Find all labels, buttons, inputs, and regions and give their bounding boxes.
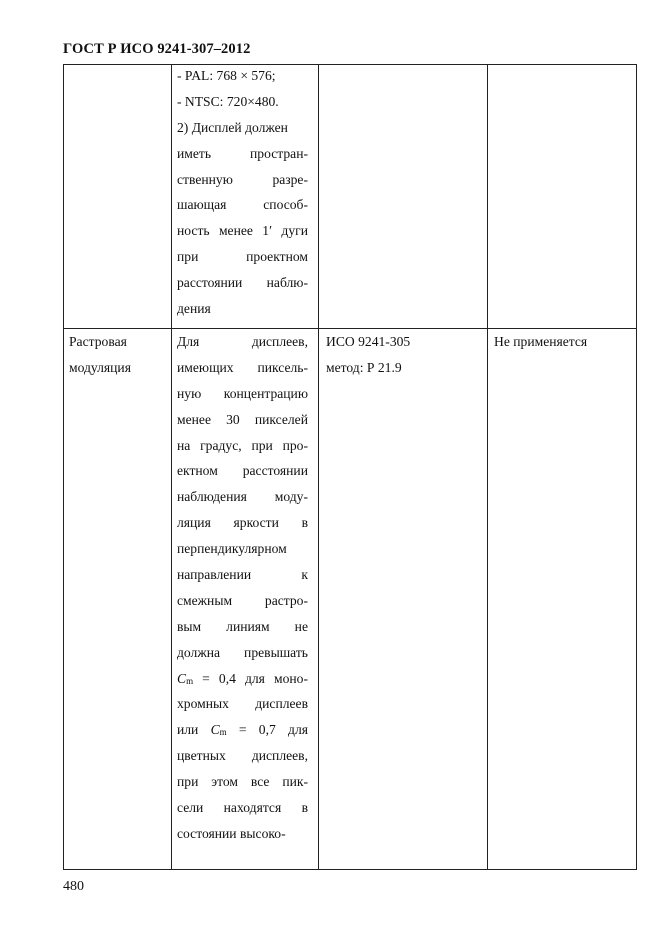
text-line: цветных дисплеев, xyxy=(177,748,308,764)
text-line xyxy=(177,167,308,193)
text-line: при проектном xyxy=(177,249,308,265)
symbol-cm xyxy=(177,671,193,686)
text-line: менее 30 пикселей xyxy=(177,411,308,427)
text-line: Для дисплеев, xyxy=(177,334,308,349)
text-line: ляция яркости в xyxy=(177,515,308,531)
text-line: смежным растро- xyxy=(177,592,308,608)
text-line: расстоянии наблю- xyxy=(177,275,308,291)
text-line: ность менее 1′ дуги xyxy=(177,223,308,239)
table-border-right xyxy=(636,64,637,870)
applicability-cell xyxy=(494,329,632,355)
text-line xyxy=(177,666,308,692)
text-line: ИСО 9241-305 xyxy=(326,334,411,349)
column-divider-2 xyxy=(318,64,319,870)
text-line: при этом все пик- xyxy=(177,774,308,790)
text-line: дения xyxy=(177,301,211,317)
continued-requirement-cell xyxy=(177,63,308,322)
text-line: вым линиям не xyxy=(177,618,308,634)
text-line: - NTSC: 720×480. xyxy=(177,93,279,109)
text-line: модуляция xyxy=(69,359,131,375)
text-line xyxy=(177,141,308,167)
text-line: наблюдения моду- xyxy=(177,489,308,505)
requirements-table xyxy=(63,64,637,870)
table-border-bottom xyxy=(63,869,637,870)
text-line-fragment: = 0,7 для xyxy=(238,722,308,738)
column-divider-1 xyxy=(171,64,172,870)
table-border-left xyxy=(63,64,64,870)
text-line: должна превышать xyxy=(177,644,308,660)
symbol-letter: C xyxy=(177,670,187,686)
text-line: перпендикулярном xyxy=(177,541,287,557)
text-line: хромных дисплеев xyxy=(177,696,308,712)
document-header: ГОСТ Р ИСО 9241-307–2012 xyxy=(63,41,251,57)
test-method-cell xyxy=(326,329,481,381)
applicability-text: Не применяется xyxy=(494,334,588,349)
text-line: ную концентрацию xyxy=(177,385,308,401)
text-line: Растровая xyxy=(69,334,127,349)
symbol-subscript: m xyxy=(186,675,194,686)
text-line: шающая способ- xyxy=(177,197,308,213)
raster-requirement-cell xyxy=(177,329,308,847)
column-divider-3 xyxy=(487,64,488,870)
text-line: на градус, при про- xyxy=(177,437,308,453)
text-line: 2) Дисплей должен xyxy=(177,119,288,135)
text-line: метод: Р 21.9 xyxy=(326,359,402,375)
text-line: - PAL: 768 × 576; xyxy=(177,68,276,83)
table-border-top xyxy=(63,64,637,65)
text-line-fragment: простран- xyxy=(250,145,308,161)
text-line: состоянии высоко- xyxy=(177,825,286,841)
text-line-fragment: или xyxy=(177,722,199,738)
page-number: 480 xyxy=(63,879,84,894)
text-line: направлении к xyxy=(177,567,308,583)
text-line xyxy=(177,717,308,743)
text-line: ектном расстоянии xyxy=(177,463,308,479)
text-line-fragment: ственную xyxy=(177,171,233,187)
text-line-fragment: = 0,4 для моно- xyxy=(202,670,308,686)
symbol-cm xyxy=(211,722,227,737)
symbol-subscript: m xyxy=(219,727,227,738)
text-line-fragment: иметь xyxy=(177,145,212,161)
parameter-name-cell xyxy=(69,329,167,381)
symbol-letter: C xyxy=(210,722,220,738)
text-line: сели находятся в xyxy=(177,800,308,816)
text-line-fragment: разре- xyxy=(272,171,308,187)
text-line: имеющих пиксель- xyxy=(177,359,308,375)
